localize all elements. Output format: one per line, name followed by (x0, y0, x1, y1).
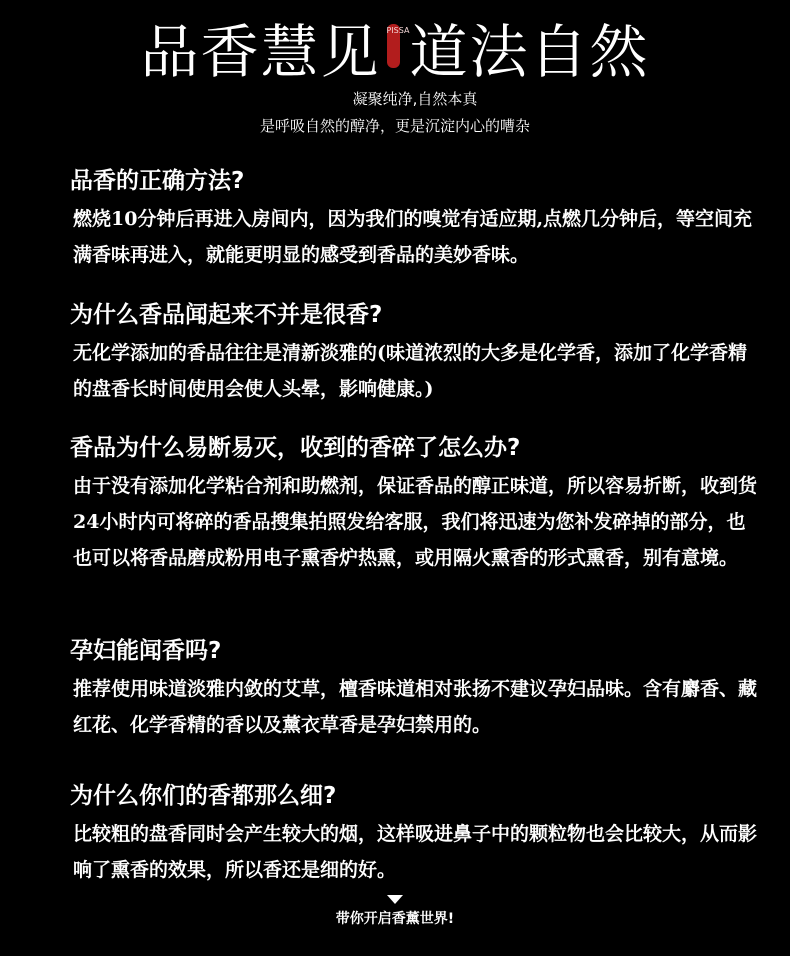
answer-text: 推荐使用味道淡雅内敛的艾草，檀香味道相对张扬不建议孕妇品味。含有麝香、藏红花、化学香精的香以及薰衣草香是孕妇禁用的。 (73, 678, 758, 736)
subtitle-1: 凝聚纯净,自然本真 (352, 90, 478, 108)
title-right: 道法自然 (409, 18, 650, 86)
page-title (0, 14, 790, 90)
question-heading: 为什么你们的香都那么细? (70, 783, 337, 809)
qa-item (70, 166, 760, 273)
answer-text: 由于没有添加化学粘合剂和助燃剂，保证香品的醇正味道，所以容易折断，收到货24小时内可将碎的香品搜集拍照发给客服，我们将迅速为您补发碎掉的部分，也也可以将香品磨成粉用电子熏香炉热熏，或用隔火熏香的形式熏香，别有意境。 (73, 475, 758, 569)
answer-text: 比较粗的盘香同时会产生较大的烟，这样吸进鼻子中的颗粒物也会比较大，从而影响了熏香的效果，所以香还是细的好。 (73, 823, 758, 881)
answer-text: 燃烧10分钟后再进入房间内，因为我们的嗅觉有适应期,点燃几分钟后，等空间充满香味再进入，就能更明显的感受到香品的美妙香味。 (73, 208, 753, 266)
qa-item (70, 433, 760, 576)
question-heading: 香品为什么易断易灭，收到的香碎了怎么办? (70, 435, 521, 461)
triangle-down-icon (387, 895, 403, 904)
answer-text: 无化学添加的香品往往是清新淡雅的(味道浓烈的大多是化学香，添加了化学香精的盘香长时间使用会使人头晕，影响健康。) (73, 342, 747, 400)
question-heading: 品香的正确方法? (70, 168, 245, 194)
qa-item (70, 781, 760, 888)
question-heading: 孕妇能闻香吗? (70, 638, 222, 664)
seal-stamp: PISSA (387, 24, 400, 68)
subtitle-2: 是呼吸自然的醇净，更是沉淀内心的嘈杂 (259, 117, 530, 135)
question-heading: 为什么香品闻起来不并是很香? (70, 302, 383, 328)
footer-text: 带你开启香薰世界! (335, 911, 455, 927)
header (0, 0, 790, 150)
title-left: 品香慧见 (140, 18, 381, 86)
qa-item (70, 300, 760, 407)
footer (0, 895, 790, 929)
qa-item (70, 636, 760, 743)
